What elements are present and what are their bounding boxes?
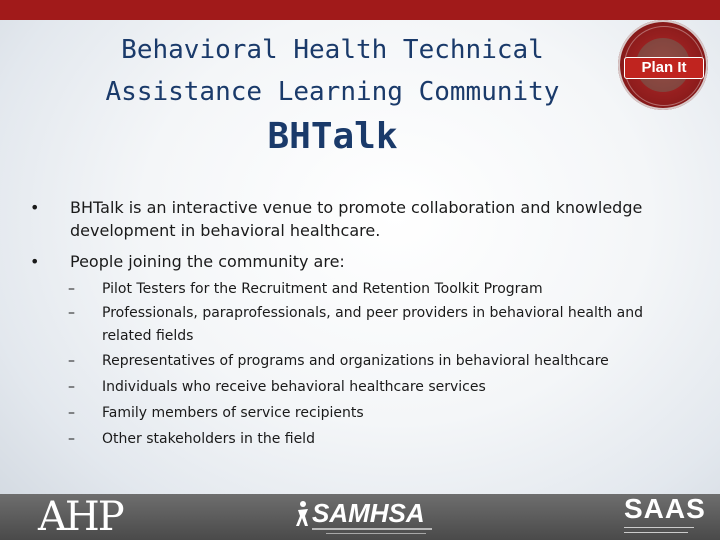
dash-icon: – — [68, 405, 75, 421]
sub-item-text: Pilot Testers for the Recruitment and Retention Toolkit Program — [102, 281, 543, 297]
saas-subtitle-line — [624, 527, 694, 528]
samhsa-subtitle-line — [326, 533, 426, 534]
sub-item-text: Representatives of programs and organizations in behavioral healthcare — [102, 353, 609, 369]
main-title: BHTalk — [267, 116, 398, 157]
bullet-text: BHTalk is an interactive venue to promote collaboration and knowledge development in behavioral healthcare. — [70, 198, 643, 240]
ahp-logo: AHP — [38, 494, 123, 540]
samhsa-wordmark: SAMHSA — [312, 498, 425, 528]
bullet-text: People joining the community are: — [70, 252, 345, 271]
sub-item-text: Individuals who receive behavioral healthcare services — [102, 379, 486, 395]
plan-it-badge-logo — [618, 20, 708, 110]
saas-logo — [620, 494, 710, 540]
sub-item-text: Other stakeholders in the field — [102, 431, 315, 447]
dash-icon: – — [68, 305, 75, 321]
samhsa-subtitle-line — [312, 528, 432, 530]
top-accent-bar — [0, 0, 720, 20]
bullet-icon: • — [30, 252, 40, 271]
samhsa-logo — [296, 498, 436, 538]
sub-item-text: Family members of service recipients — [102, 405, 364, 421]
footer-bar — [0, 494, 720, 540]
title-line-2: Assistance Learning Community — [105, 77, 560, 107]
dash-icon: – — [68, 281, 75, 297]
bullet-icon: • — [30, 198, 40, 217]
title-line-1: Behavioral Health Technical — [121, 35, 544, 65]
saas-wordmark: SAAS — [624, 493, 706, 524]
sub-item-text: Professionals, paraprofessionals, and peer providers in behavioral health and related fields — [102, 305, 644, 344]
saas-subtitle-line — [624, 532, 688, 533]
dash-icon: – — [68, 353, 75, 369]
person-icon — [296, 500, 310, 528]
dash-icon: – — [68, 431, 75, 447]
dash-icon: – — [68, 379, 75, 395]
badge-label: Plan It — [624, 57, 704, 79]
